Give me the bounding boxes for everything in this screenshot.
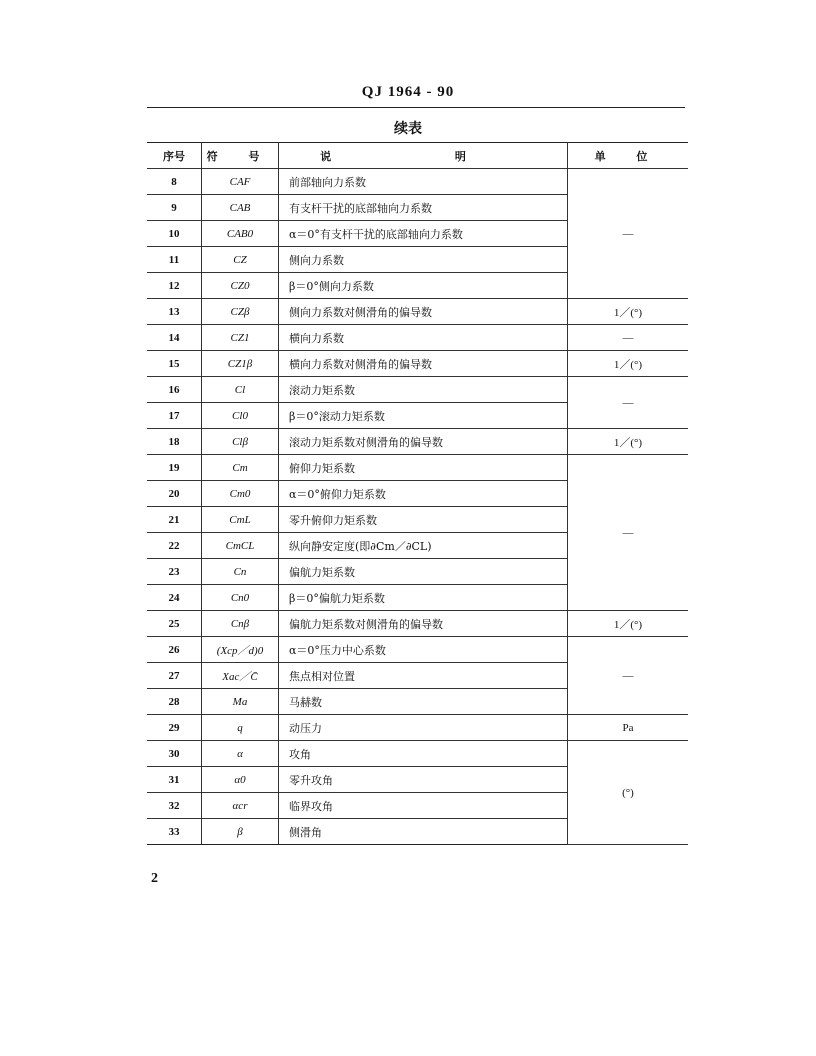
row-number: 16 — [147, 377, 202, 403]
row-number: 10 — [147, 221, 202, 247]
row-unit: 1／(°) — [568, 611, 689, 637]
table-row — [147, 377, 688, 403]
row-number: 26 — [147, 637, 202, 663]
row-unit: 1／(°) — [568, 351, 689, 377]
row-symbol: CmL — [202, 507, 279, 533]
row-description: 临界攻角 — [279, 793, 568, 819]
row-symbol: CAF — [202, 169, 279, 195]
row-description: 俯仰力矩系数 — [279, 455, 568, 481]
row-description: 滚动力矩系数 — [279, 377, 568, 403]
row-symbol: q — [202, 715, 279, 741]
col-header-no: 序号 — [147, 143, 202, 169]
row-number: 21 — [147, 507, 202, 533]
row-number: 25 — [147, 611, 202, 637]
row-description: 侧向力系数 — [279, 247, 568, 273]
row-unit: (°) — [568, 741, 689, 845]
row-description: 焦点相对位置 — [279, 663, 568, 689]
row-number: 18 — [147, 429, 202, 455]
row-symbol: αcr — [202, 793, 279, 819]
row-description: β＝0°偏航力矩系数 — [279, 585, 568, 611]
table-row — [147, 715, 688, 741]
row-number: 17 — [147, 403, 202, 429]
row-number: 27 — [147, 663, 202, 689]
row-symbol: β — [202, 819, 279, 845]
table-body — [147, 169, 688, 845]
table-row — [147, 637, 688, 663]
row-description: 零升攻角 — [279, 767, 568, 793]
row-symbol: Cl0 — [202, 403, 279, 429]
row-symbol: (Xcp／d)0 — [202, 637, 279, 663]
row-symbol: CZ1 — [202, 325, 279, 351]
row-number: 23 — [147, 559, 202, 585]
table-row — [147, 455, 688, 481]
col-header-description: 说 明 — [279, 143, 568, 169]
row-symbol: α0 — [202, 767, 279, 793]
row-unit: — — [568, 169, 689, 299]
table-header-row — [147, 143, 688, 169]
row-unit: — — [568, 455, 689, 611]
row-symbol: Cm0 — [202, 481, 279, 507]
page-number: 2 — [151, 871, 158, 886]
table-row — [147, 299, 688, 325]
row-number: 20 — [147, 481, 202, 507]
row-symbol: α — [202, 741, 279, 767]
table-row — [147, 325, 688, 351]
row-description: α＝0°有支杆干扰的底部轴向力系数 — [279, 221, 568, 247]
row-description: 偏航力矩系数对侧滑角的偏导数 — [279, 611, 568, 637]
row-number: 22 — [147, 533, 202, 559]
row-symbol: CZ0 — [202, 273, 279, 299]
row-description: 动压力 — [279, 715, 568, 741]
row-description: 前部轴向力系数 — [279, 169, 568, 195]
col-header-unit: 单 位 — [568, 143, 689, 169]
row-number: 32 — [147, 793, 202, 819]
table-row — [147, 169, 688, 195]
row-number: 14 — [147, 325, 202, 351]
row-description: 侧滑角 — [279, 819, 568, 845]
row-description: 横向力系数 — [279, 325, 568, 351]
row-description: α＝0°压力中心系数 — [279, 637, 568, 663]
row-number: 24 — [147, 585, 202, 611]
row-symbol: Xac／C̄ — [202, 663, 279, 689]
row-symbol: Cn0 — [202, 585, 279, 611]
table-row — [147, 611, 688, 637]
row-symbol: CAB0 — [202, 221, 279, 247]
row-number: 29 — [147, 715, 202, 741]
row-number: 9 — [147, 195, 202, 221]
row-description: 攻角 — [279, 741, 568, 767]
row-unit: — — [568, 325, 689, 351]
standard-code-header: QJ 1964 - 90 — [361, 84, 455, 100]
row-symbol: Cl — [202, 377, 279, 403]
row-symbol: Ma — [202, 689, 279, 715]
row-symbol: CmCL — [202, 533, 279, 559]
row-symbol: CZβ — [202, 299, 279, 325]
row-unit: 1／(°) — [568, 429, 689, 455]
row-symbol: CZ1β — [202, 351, 279, 377]
row-description: 有支杆干扰的底部轴向力系数 — [279, 195, 568, 221]
row-number: 33 — [147, 819, 202, 845]
row-number: 8 — [147, 169, 202, 195]
row-number: 13 — [147, 299, 202, 325]
row-symbol: Cnβ — [202, 611, 279, 637]
row-description: β＝0°侧向力系数 — [279, 273, 568, 299]
row-description: 纵向静安定度(即∂Cm／∂CL) — [279, 533, 568, 559]
row-description: 零升俯仰力矩系数 — [279, 507, 568, 533]
header-rule — [147, 107, 685, 108]
row-number: 31 — [147, 767, 202, 793]
row-symbol: CZ — [202, 247, 279, 273]
row-unit: Pa — [568, 715, 689, 741]
table-row — [147, 351, 688, 377]
row-number: 28 — [147, 689, 202, 715]
col-header-symbol: 符 号 — [202, 143, 279, 169]
row-description: α＝0°俯仰力矩系数 — [279, 481, 568, 507]
row-description: 马赫数 — [279, 689, 568, 715]
table-row — [147, 741, 688, 767]
row-symbol: Clβ — [202, 429, 279, 455]
symbol-table — [147, 142, 688, 845]
row-number: 30 — [147, 741, 202, 767]
row-unit: 1／(°) — [568, 299, 689, 325]
row-description: 偏航力矩系数 — [279, 559, 568, 585]
row-description: 横向力系数对侧滑角的偏导数 — [279, 351, 568, 377]
row-unit: — — [568, 637, 689, 715]
row-symbol: CAB — [202, 195, 279, 221]
row-number: 19 — [147, 455, 202, 481]
row-number: 12 — [147, 273, 202, 299]
table-caption: 续表 — [394, 121, 422, 137]
row-number: 11 — [147, 247, 202, 273]
row-number: 15 — [147, 351, 202, 377]
table-row — [147, 429, 688, 455]
row-unit: — — [568, 377, 689, 429]
row-description: β＝0°滚动力矩系数 — [279, 403, 568, 429]
row-symbol: Cn — [202, 559, 279, 585]
row-description: 滚动力矩系数对侧滑角的偏导数 — [279, 429, 568, 455]
row-description: 侧向力系数对侧滑角的偏导数 — [279, 299, 568, 325]
row-symbol: Cm — [202, 455, 279, 481]
